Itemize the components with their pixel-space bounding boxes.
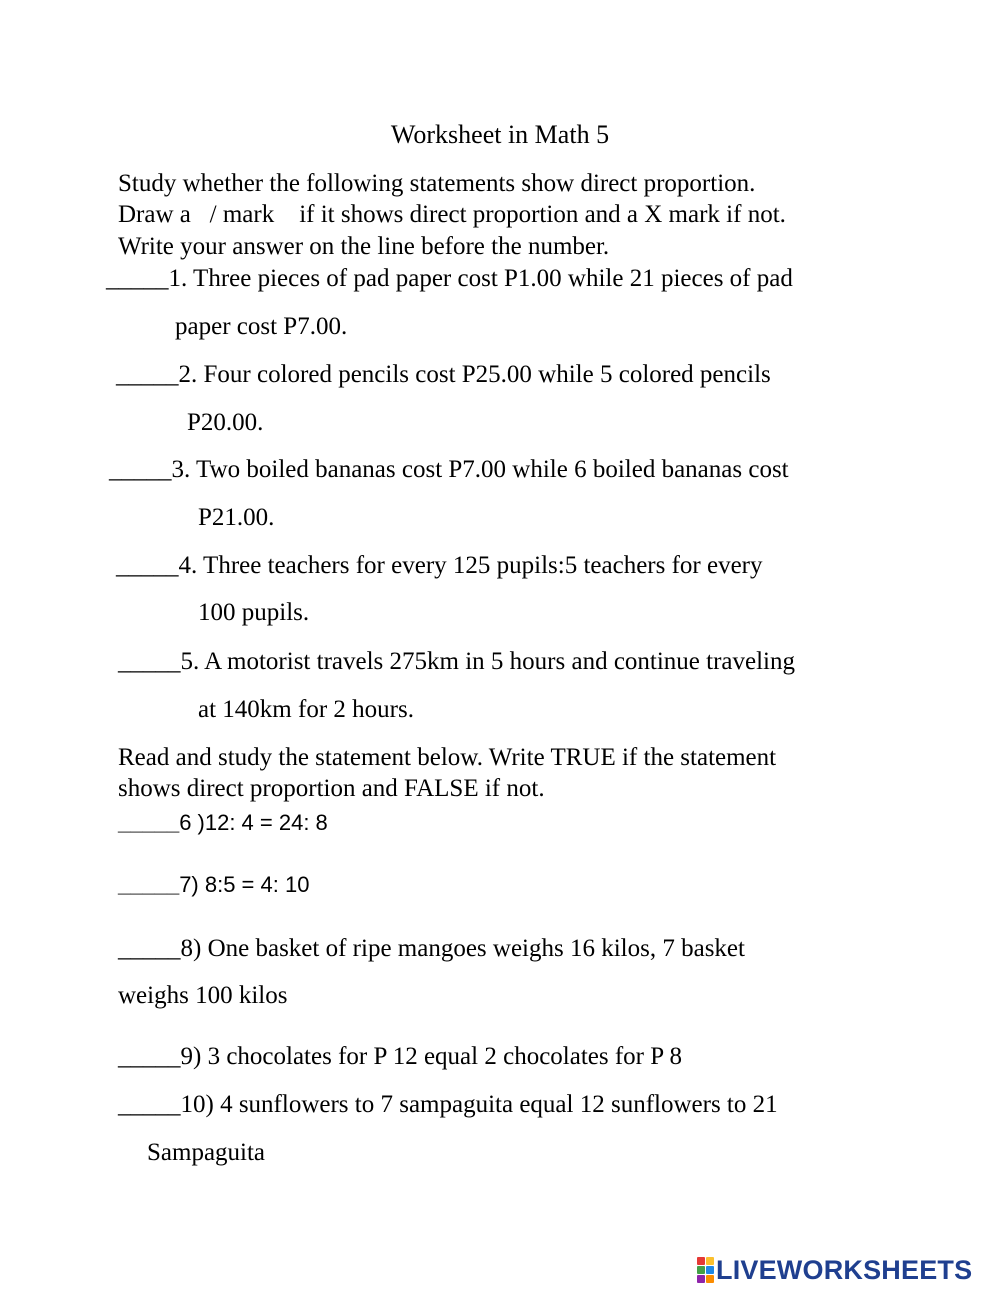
- question-2-text: _____2. Four colored pencils cost P25.00 while 5 colored pencils: [116, 361, 771, 388]
- question-1-continuation: paper cost P7.00.: [175, 313, 348, 340]
- question-5-text: _____5. A motorist travels 275km in 5 hours and continue traveling: [118, 648, 796, 675]
- question-10-continuation: Sampaguita: [147, 1139, 266, 1166]
- worksheet-title: Worksheet in Math 5: [390, 120, 610, 149]
- instruction-line: Draw a / mark if it shows direct proportion and a X mark if not.: [118, 201, 786, 228]
- instruction-line: Read and study the statement below. Write TRUE if the statement: [118, 744, 777, 771]
- question-4-continuation: 100 pupils.: [198, 599, 310, 626]
- question-7: [118, 871, 309, 899]
- question-6-text: 6 )12: 4 = 24: 8: [179, 810, 328, 835]
- logo-icon: [697, 1257, 714, 1283]
- logo-text: LIVEWORKSHEETS: [716, 1255, 973, 1285]
- question-8-continuation: weighs 100 kilos: [118, 982, 288, 1009]
- question-3-continuation: P21.00.: [198, 504, 275, 531]
- question-3-text: _____3. Two boiled bananas cost P7.00 while 6 boiled bananas cost: [109, 456, 789, 483]
- instruction-line: Write your answer on the line before the number.: [118, 233, 610, 260]
- instruction-line: Study whether the following statements show direct proportion.: [118, 170, 756, 197]
- question-1-text: _____1. Three pieces of pad paper cost P1.00 while 21 pieces of pad: [106, 265, 793, 292]
- liveworksheets-logo: [697, 1255, 972, 1285]
- question-2-continuation: P20.00.: [187, 409, 264, 436]
- instruction-line: shows direct proportion and FALSE if not.: [118, 775, 545, 802]
- answer-blank: _____: [118, 810, 180, 835]
- question-5-continuation: at 140km for 2 hours.: [198, 696, 414, 723]
- question-7-text: 7) 8:5 = 4: 10: [179, 872, 310, 897]
- question-10-text: _____10) 4 sunflowers to 7 sampaguita equal 12 sunflowers to 21: [118, 1091, 778, 1118]
- question-6: [118, 809, 328, 837]
- question-4-text: _____4. Three teachers for every 125 pupils:5 teachers for every: [116, 552, 763, 579]
- question-9-text: _____9) 3 chocolates for P 12 equal 2 chocolates for P 8: [118, 1043, 682, 1070]
- question-8-text: _____8) One basket of ripe mangoes weighs 16 kilos, 7 basket: [118, 935, 745, 962]
- answer-blank: _____: [118, 872, 180, 897]
